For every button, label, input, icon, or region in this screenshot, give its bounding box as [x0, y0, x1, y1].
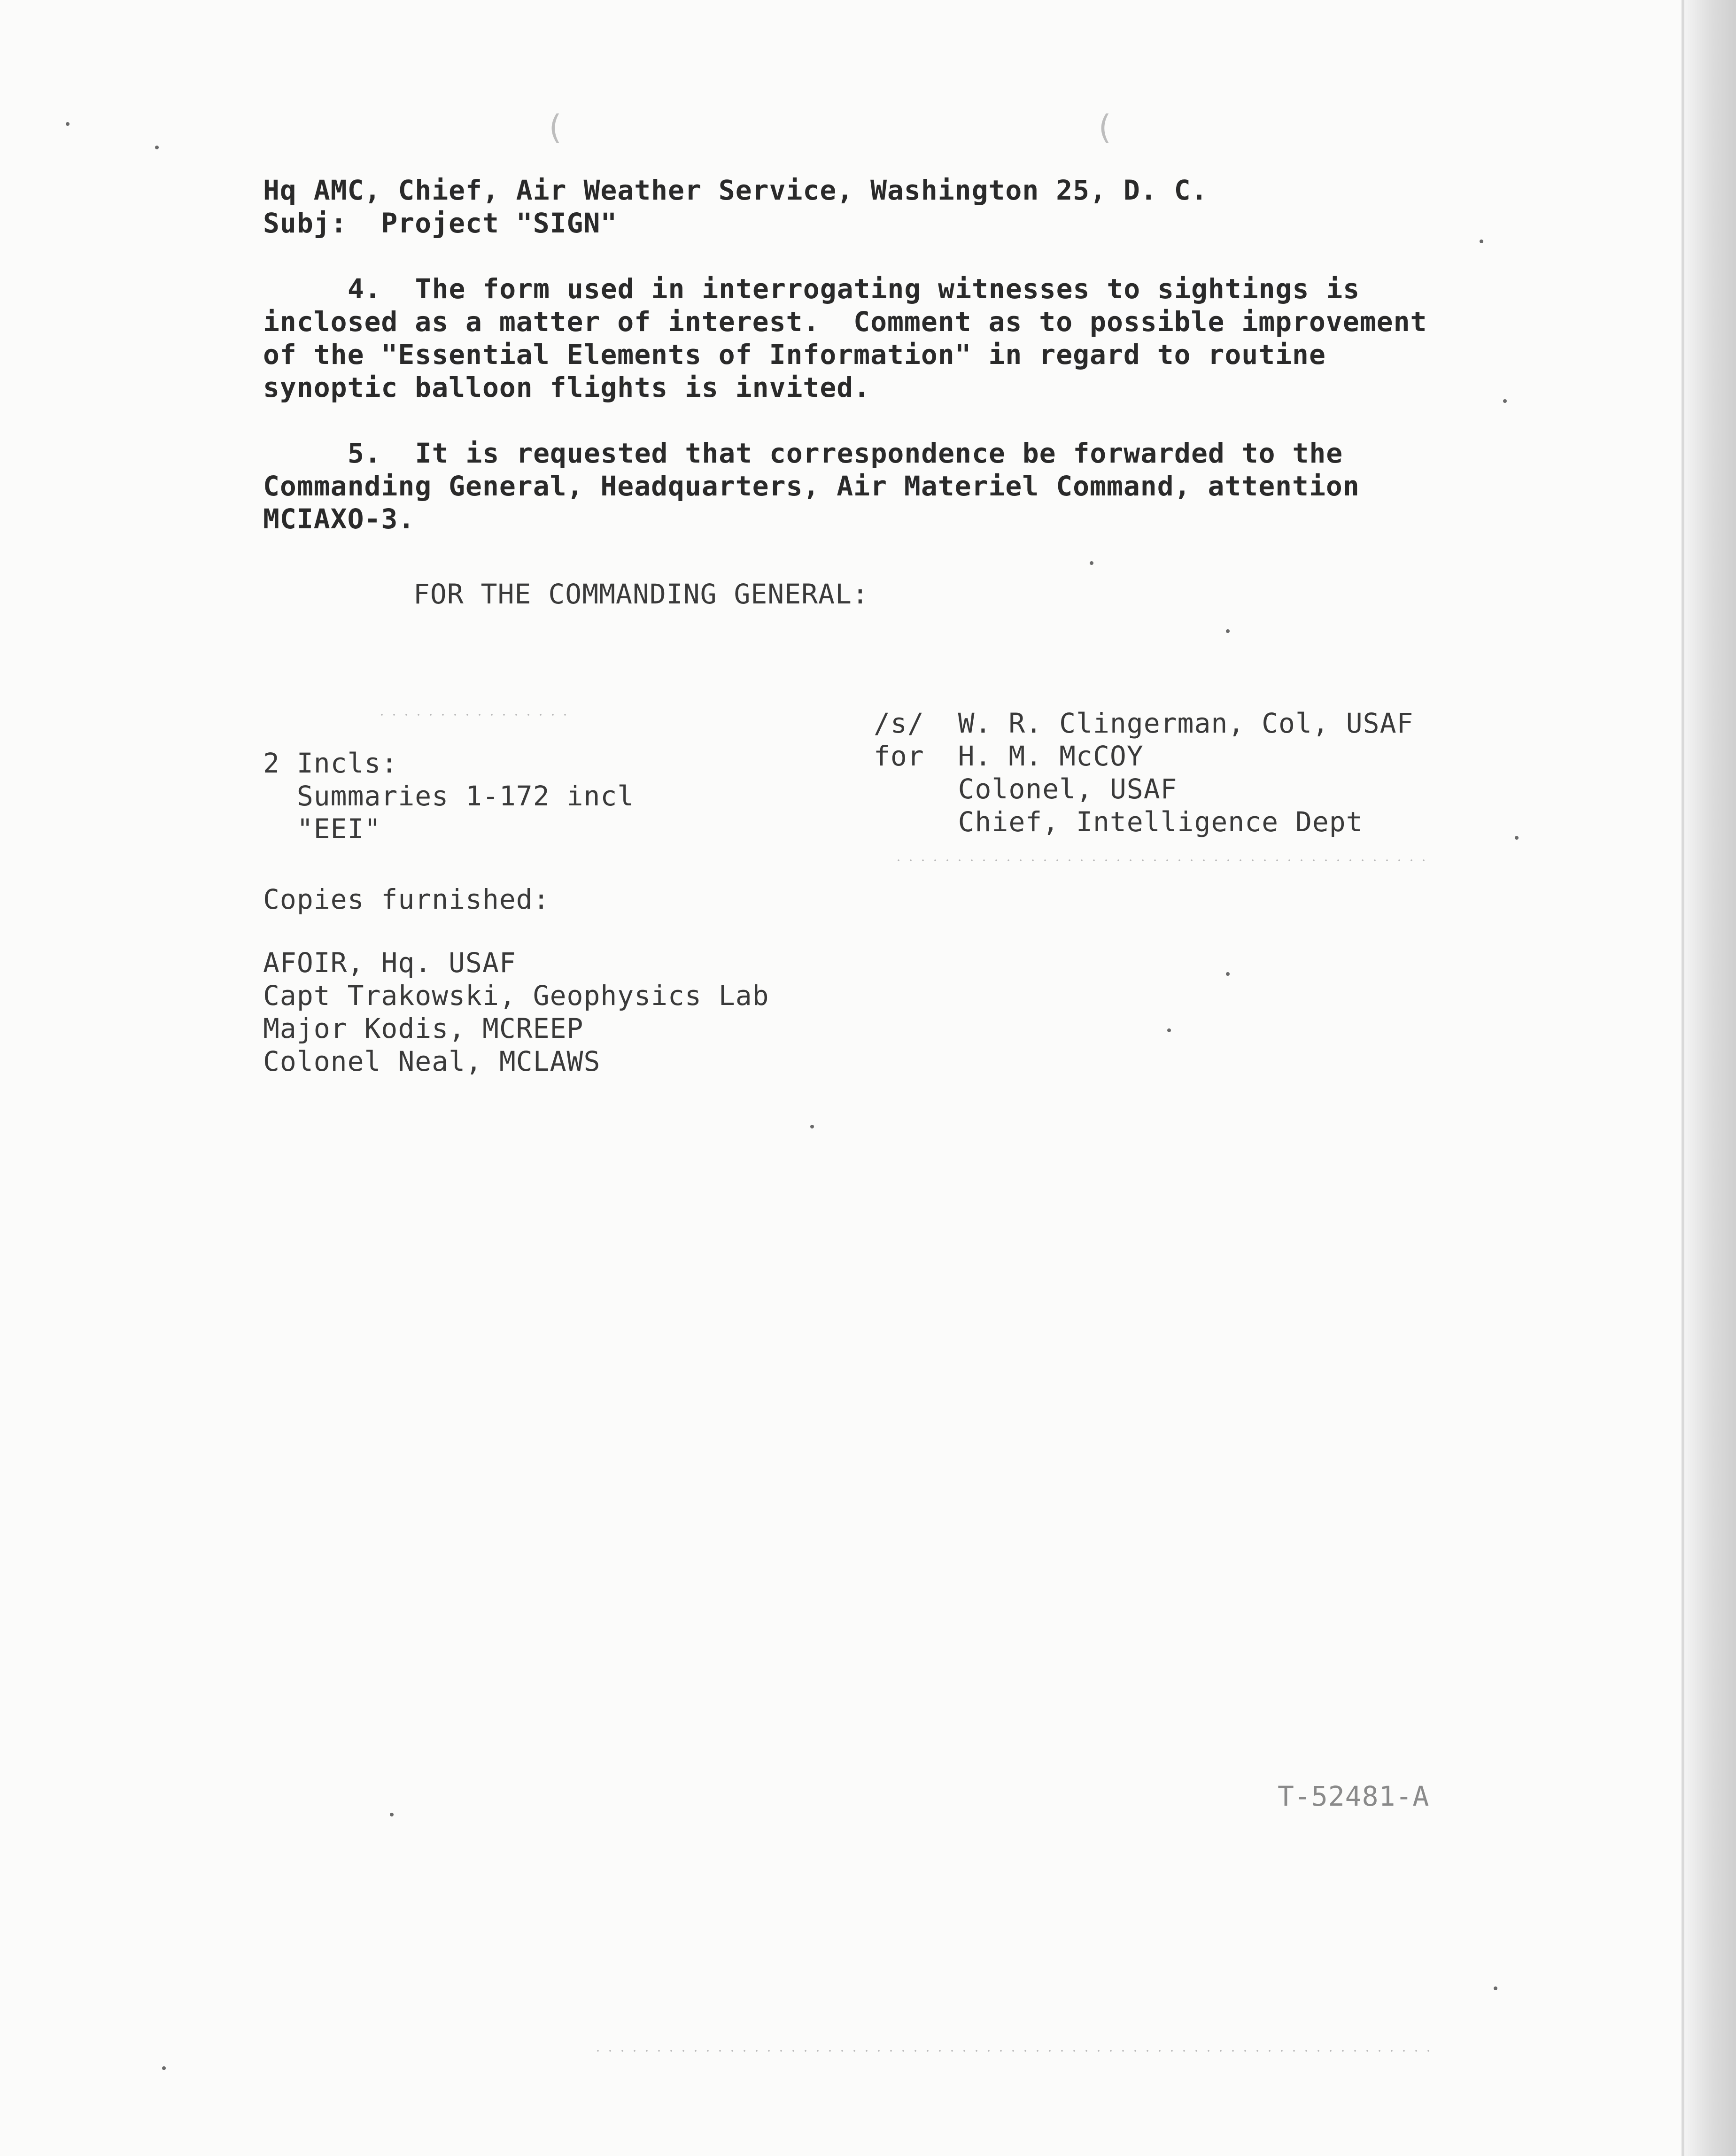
signature-line: for H. M. McCOY	[874, 740, 1144, 772]
scan-speck	[162, 2066, 166, 2070]
scan-speck	[810, 1125, 814, 1128]
scan-speck	[1226, 972, 1230, 976]
copies-heading: Copies furnished:	[263, 883, 550, 915]
scan-speck	[1503, 399, 1507, 403]
scan-border	[1684, 0, 1736, 2156]
scan-noise	[892, 859, 1433, 861]
page-code: T-52481-A	[1278, 1780, 1430, 1812]
scan-speck	[1494, 1986, 1497, 1990]
scan-speck	[1090, 561, 1093, 565]
scan-noise	[592, 2050, 1437, 2052]
copies-item: AFOIR, Hq. USAF	[263, 947, 516, 979]
punch-mark-right: (	[1094, 108, 1115, 147]
scan-speck	[1226, 629, 1230, 633]
paragraph-line: 4. The form used in interrogating witnesses to sightings is	[348, 273, 1360, 305]
scan-speck	[155, 146, 159, 149]
paragraph-line: Commanding General, Headquarters, Air Materiel Command, attention	[263, 470, 1360, 502]
copies-item: Colonel Neal, MCLAWS	[263, 1045, 601, 1077]
paragraph-line: of the "Essential Elements of Information" in regard to routine	[263, 339, 1326, 371]
scan-speck	[66, 122, 70, 126]
copies-item: Capt Trakowski, Geophysics Lab	[263, 980, 769, 1012]
paragraph-line: 5. It is requested that correspondence be forwarded to the	[348, 437, 1343, 469]
signature-line: /s/ W. R. Clingerman, Col, USAF	[874, 707, 1414, 739]
paragraph-line: synoptic balloon flights is invited.	[263, 371, 871, 403]
scan-speck	[390, 1813, 394, 1816]
inclosure-line: Summaries 1-172 incl	[263, 780, 635, 812]
copies-item: Major Kodis, MCREEP	[263, 1012, 584, 1044]
scan-speck	[1167, 1028, 1171, 1032]
inclosure-line: 2 Incls:	[263, 747, 398, 779]
paragraph-line: MCIAXO-3.	[263, 503, 415, 535]
scan-speck	[1515, 836, 1519, 840]
scan-speck	[1480, 240, 1483, 243]
closing-line: FOR THE COMMANDING GENERAL:	[413, 578, 869, 610]
signature-line: Colonel, USAF	[874, 773, 1178, 805]
paragraph-line: inclosed as a matter of interest. Comment as to possible improvement	[263, 306, 1427, 338]
header-subject: Subj: Project "SIGN"	[263, 207, 618, 239]
inclosure-line: "EEI"	[263, 813, 381, 845]
punch-mark-left: (	[545, 108, 565, 147]
scan-noise	[376, 714, 573, 716]
header-address: Hq AMC, Chief, Air Weather Service, Washington 25, D. C.	[263, 174, 1208, 206]
signature-line: Chief, Intelligence Dept	[874, 806, 1363, 838]
